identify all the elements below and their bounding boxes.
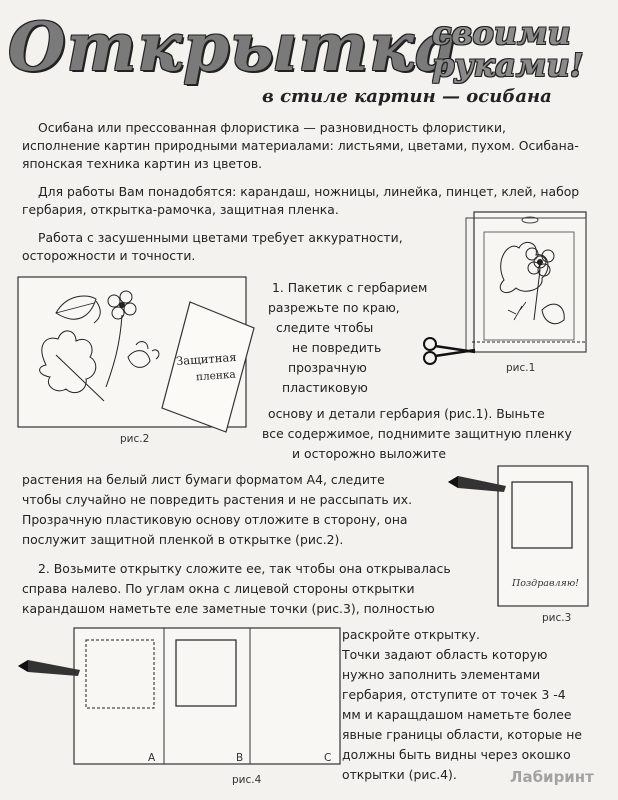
step2-line-6: нужно заполнить элементами xyxy=(342,667,541,682)
step2-line-1: 2. Возьмите открытку сложите ее, так чтобы она открывалась xyxy=(38,561,451,576)
protective-film xyxy=(160,298,260,438)
fig4-panel-c: C xyxy=(324,752,332,764)
step1-line-6: пластиковую xyxy=(282,380,368,395)
step2-line-5: Точки задают область которую xyxy=(342,647,548,662)
step1-line-13: послужит защитной пленкой в открытке (рис.2). xyxy=(22,532,344,547)
film-label-1: Защитная xyxy=(175,349,237,369)
fig4-caption: рис.4 xyxy=(232,774,262,786)
step1-line-10: растения на белый лист бумаги форматом А4, следите xyxy=(22,472,385,487)
figure-1 xyxy=(464,210,594,370)
step1-line-2: разрежьте по краю, xyxy=(268,300,400,315)
step1-line-7: основу и детали гербария (рис.1). Выньте xyxy=(268,406,545,421)
materials-line-2: гербария, открытка-рамочка, защитная пленка. xyxy=(22,202,339,217)
caution-line-1: Работа с засушенными цветами требует аккуратности, xyxy=(38,230,403,245)
step2-line-4: раскройте открытку. xyxy=(342,627,480,642)
step1-line-12: Прозрачную пластиковую основу отложите в сторону, она xyxy=(22,512,408,527)
step2-line-7: гербария, отступите от точек 3 -4 xyxy=(342,687,566,702)
step1-line-11: чтобы случайно не повредить растения и не рассыпать их. xyxy=(22,492,413,507)
title-side-line1: своими xyxy=(432,14,571,52)
fig3-caption: рис.3 xyxy=(542,612,572,624)
step1-line-1: 1. Пакетик с гербарием xyxy=(272,280,428,295)
intro-line-1: Осибана или прессованная флористика — разновидность флористики, xyxy=(38,120,506,135)
fig4-panel-b: B xyxy=(236,752,244,764)
figure-4 xyxy=(14,624,344,774)
materials-line-1: Для работы Вам понадобятся: карандаш, ножницы, линейка, пинцет, клей, набор xyxy=(38,184,580,199)
fig3-greeting: Поздравляю! xyxy=(512,578,580,589)
film-label-2: пленка xyxy=(195,368,237,384)
step2-line-2: справа налево. По углам окна с лицевой стороны открытки xyxy=(22,581,415,596)
step2-line-10: должны быть видны через окошко xyxy=(342,747,571,762)
scissors-icon xyxy=(420,336,480,366)
step2-line-3: карандашом наметьте еле заметные точки (рис.3), полностью xyxy=(22,601,435,616)
step2-line-8: мм и каращдашом наметьте более xyxy=(342,707,572,722)
title-side-line2: руками! xyxy=(432,46,584,84)
fig2-caption: рис.2 xyxy=(120,433,150,445)
watermark-logo: Лабиринт xyxy=(510,768,594,786)
title-main: Открытка xyxy=(8,8,459,86)
step1-line-8: все содержимое, поднимите защитную пленку xyxy=(262,426,572,441)
step1-line-4: не повредить xyxy=(292,340,382,355)
fig4-panel-a: A xyxy=(148,752,156,764)
step2-line-11: открытки (рис.4). xyxy=(342,767,457,782)
step1-line-3: следите чтобы xyxy=(276,320,374,335)
step1-line-9: и осторожно выложите xyxy=(292,446,447,461)
caution-line-2: осторожности и точности. xyxy=(22,248,196,263)
intro-line-3: японская техника картин из цветов. xyxy=(22,156,263,171)
step1-line-5: прозрачную xyxy=(288,360,367,375)
figure-3 xyxy=(446,462,596,622)
fig1-caption: рис.1 xyxy=(506,362,536,374)
intro-line-2: исполнение картин природными материалами: листьями, цветами, пухом. Осибана- xyxy=(22,138,579,153)
step2-line-9: явные границы области, которые не xyxy=(342,727,582,742)
subtitle: в стиле картин — осибана xyxy=(262,86,552,107)
